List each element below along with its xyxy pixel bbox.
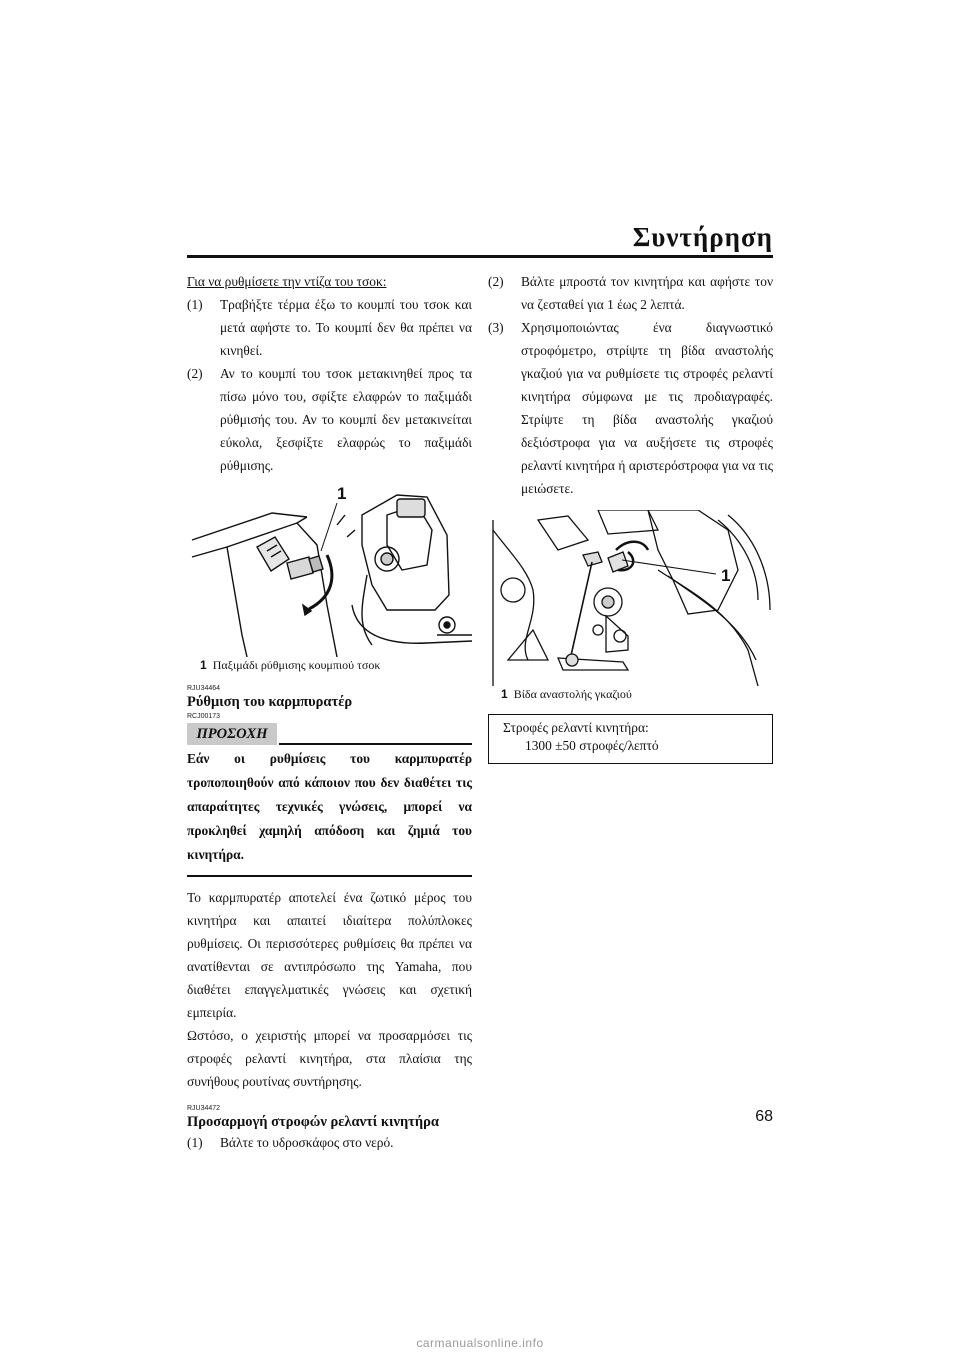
step-text: Αν το κουμπί του τσοκ μετακινηθεί προς τα πίσω μόνο του, σφίξτε ελαφρών το παξιμάδι ρύθμισής του. Αν το κουμπί δεν μετακινείται εύκολα, ξεσφίξτε ελαφρώς το παξιμάδι ρύθμισης.	[220, 366, 472, 473]
figure-1-callout: 1	[337, 485, 347, 503]
step-text: Βάλτε μπροστά τον κινητήρα και αφήστε τον να ζεσταθεί για 1 έως 2 λεπτά.	[521, 274, 773, 312]
caution-badge: ΠΡΟΣΟΧΗ	[187, 723, 277, 745]
step-text: Βάλτε το υδροσκάφος στο νερό.	[220, 1135, 394, 1150]
step-text: Χρησιμοποιώντας ένα διαγνωστικό στροφόμετρο, στρίψτε τη βίδα αναστολής γκαζιού για να ρυθμίσετε τις στροφές ρελαντί κινητήρα σύμφωνα με τις προδιαγραφές. Στρίψτε τη βίδα αναστολής γκαζιού δεξιόστροφα για να αυξήσετε τις στροφές ρελαντί κινητήρα ή αριστερόστροφα για να τις μειώσετε.	[521, 320, 773, 496]
watermark: carmanualsonline.info	[416, 1336, 544, 1350]
choke-step-2	[187, 362, 472, 477]
choke-step-1	[187, 293, 472, 362]
idle-step-2	[488, 270, 773, 316]
carburetor-paragraph-2: Ωστόσο, ο χειριστής μπορεί να προσαρμόσει τις στροφές ρελαντί κινητήρα, στα πλαίσια της συνήθους ρουτίνας συντήρησης.	[187, 1028, 472, 1089]
caution-code: RCJ00173	[187, 713, 221, 720]
section-code: RJU34472	[187, 1105, 221, 1112]
idle-step-3	[488, 316, 773, 500]
spec-value: 1300 ±50 στροφές/λεπτό	[525, 738, 659, 753]
carburetor-paragraph-1: Το καρμπυρατέρ αποτελεί ένα ζωτικό μέρος του κινητήρα και απαιτεί ιδιαίτερα πολύπλοκες ρυθμίσεις. Οι περισσότερες ρυθμίσεις θα πρέπει να ανατίθενται σε αντιπρόσωπο της Yamaha, που διαθέτει επαγγελματικές γνώσεις και σχετική εμπειρία.	[187, 890, 472, 1020]
choke-adjust-figure	[187, 485, 472, 657]
idle-speed-section-title: Προσαρμογή στροφών ρελαντί κινητήρα	[187, 1114, 439, 1130]
step-number: (1)	[187, 297, 203, 312]
step-number: (2)	[488, 274, 504, 289]
caption-text: Παξιμάδι ρύθμισης κουμπιού τσοκ	[212, 658, 381, 672]
header-rule	[187, 255, 773, 258]
step-text: Τραβήξτε τέρμα έξω το κουμπί του τσοκ και μετά αφήστε το. Το κουμπί δεν θα πρέπει να κινηθεί.	[220, 297, 472, 358]
choke-adjust-drawing	[187, 485, 472, 657]
idle-speed-spec-box	[488, 714, 773, 764]
caption-text: Βίδα αναστολής γκαζιού	[513, 687, 632, 701]
caution-header	[187, 723, 472, 745]
figure-1-caption	[187, 657, 472, 673]
page-number: 68	[755, 1108, 773, 1125]
right-column	[488, 270, 773, 764]
caption-number: 1	[200, 658, 207, 672]
step-number: (2)	[187, 366, 203, 381]
caption-number: 1	[501, 687, 508, 701]
figure-2-callout: 1	[721, 566, 731, 585]
throttle-stop-drawing	[488, 510, 773, 686]
chapter-title: Συντήρηση	[632, 222, 773, 252]
step-number: (1)	[187, 1135, 203, 1150]
spec-label: Στροφές ρελαντί κινητήρα:	[503, 720, 649, 735]
caution-rule	[279, 743, 472, 745]
choke-intro-heading: Για να ρυθμίσετε την ντίζα του τσοκ:	[187, 274, 387, 289]
step-number: (3)	[488, 320, 504, 335]
caution-end-rule	[187, 875, 472, 877]
idle-step-1	[187, 1131, 472, 1154]
throttle-stop-figure	[488, 510, 773, 686]
left-column	[187, 270, 472, 1154]
figure-2-caption	[488, 686, 773, 702]
caution-text: Εάν οι ρυθμίσεις του καρμπυρατέρ τροποποιηθούν από κάποιον που δεν διαθέτει τις απαραίτητες τεχνικές γνώσεις, μπορεί να προκληθεί χαμηλή απόδοση και ζημιά του κινητήρα.	[187, 751, 472, 862]
carburetor-section-title: Ρύθμιση του καρμπυρατέρ	[187, 694, 353, 710]
section-code: RJU34464	[187, 685, 221, 692]
